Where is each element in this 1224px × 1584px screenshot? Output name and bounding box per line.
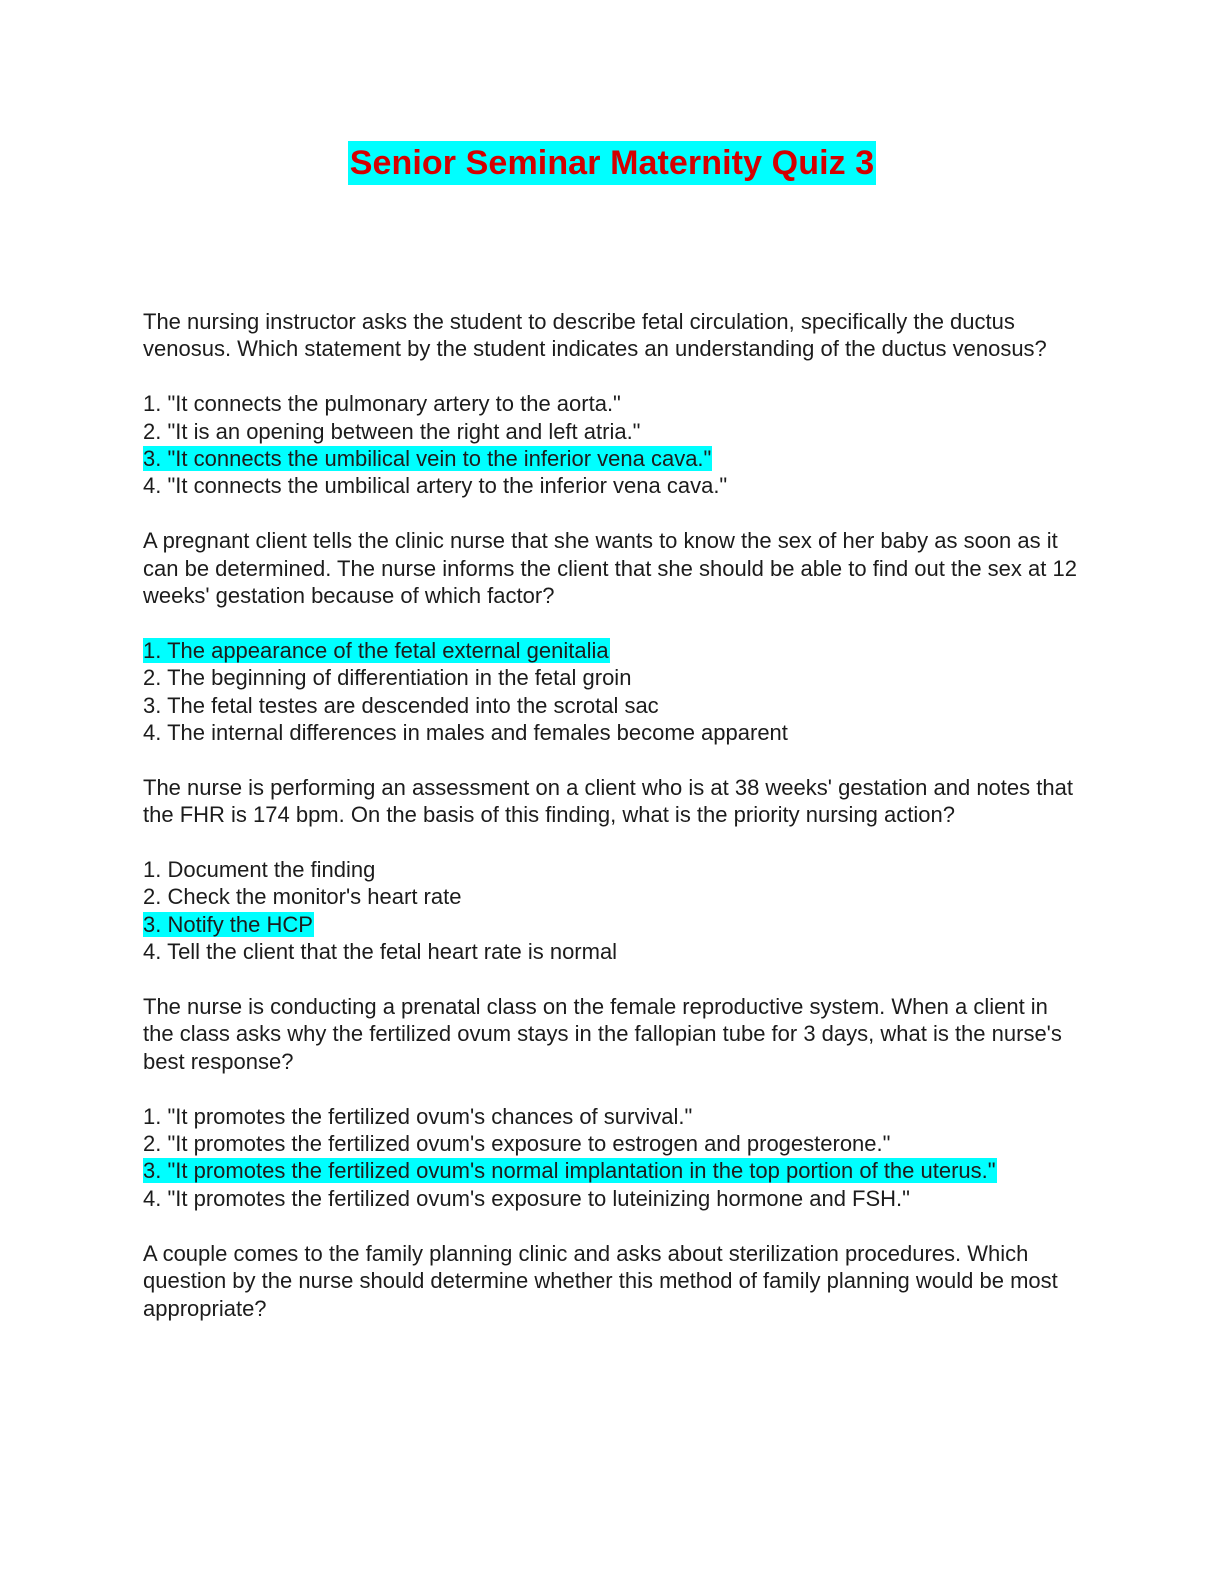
- answer-option: [143, 664, 1083, 691]
- answer-option: [143, 418, 1083, 445]
- option-text: 1. Document the finding: [143, 857, 376, 883]
- question-4: [143, 993, 1083, 1212]
- option-text: 3. The fetal testes are descended into the scrotal sac: [143, 692, 659, 718]
- answer-options: [143, 856, 1083, 966]
- title-container: [0, 141, 1224, 185]
- highlighted-answer-option: [143, 1157, 1083, 1184]
- answer-option: [143, 856, 1083, 883]
- option-text: 1. "It promotes the fertilized ovum's chances of survival.": [143, 1103, 693, 1129]
- option-text: 4. The internal differences in males and females become apparent: [143, 720, 788, 746]
- highlighted-answer-option: [143, 445, 1083, 472]
- answer-option: [143, 719, 1083, 746]
- question-1: [143, 308, 1083, 500]
- answer-options: [143, 637, 1083, 747]
- option-text: 2. "It promotes the fertilized ovum's exposure to estrogen and progesterone.": [143, 1131, 891, 1157]
- document-title: Senior Seminar Maternity Quiz 3: [348, 141, 877, 185]
- answer-option: [143, 938, 1083, 965]
- option-text: 1. "It connects the pulmonary artery to the aorta.": [143, 391, 621, 417]
- answer-option: [143, 1103, 1083, 1130]
- question-2: [143, 527, 1083, 746]
- question-stem: The nurse is performing an assessment on a client who is at 38 weeks' gestation and notes that the FHR is 174 bpm. On the basis of this finding, what is the priority nursing action?: [143, 774, 1073, 828]
- highlighted-answer-option: [143, 637, 1083, 664]
- answer-option: [143, 390, 1083, 417]
- option-text: 3. "It connects the umbilical vein to the inferior vena cava.": [143, 446, 712, 472]
- option-text: 1. The appearance of the fetal external genitalia: [143, 637, 609, 663]
- answer-option: [143, 472, 1083, 499]
- question-3: [143, 774, 1083, 966]
- option-text: 2. Check the monitor's heart rate: [143, 884, 462, 910]
- option-text: 4. "It promotes the fertilized ovum's exposure to luteinizing hormone and FSH.": [143, 1185, 910, 1211]
- option-text: 3. "It promotes the fertilized ovum's normal implantation in the top portion of the uterus.": [143, 1158, 996, 1184]
- answer-option: [143, 1130, 1083, 1157]
- answer-options: [143, 390, 1083, 500]
- option-text: 2. "It is an opening between the right and left atria.": [143, 418, 641, 444]
- question-stem: A couple comes to the family planning clinic and asks about sterilization procedures. Which question by the nurse should determine whether this method of family planning would be most appropriate?: [143, 1240, 1058, 1321]
- quiz-body: [143, 308, 1083, 1349]
- option-text: 4. Tell the client that the fetal heart rate is normal: [143, 939, 618, 965]
- answer-option: [143, 1185, 1083, 1212]
- question-stem: The nursing instructor asks the student to describe fetal circulation, specifically the ductus venosus. Which statement by the student indicates an understanding of the ductus venosus?: [143, 309, 1047, 362]
- option-text: 4. "It connects the umbilical artery to the inferior vena cava.": [143, 473, 728, 499]
- question-stem: The nurse is conducting a prenatal class on the female reproductive system. When a client in the class asks why the fertilized ovum stays in the fallopian tube for 3 days, what is the nurse's best response?: [143, 994, 1062, 1074]
- option-text: 3. Notify the HCP: [143, 911, 313, 937]
- question-stem: A pregnant client tells the clinic nurse that she wants to know the sex of her baby as soon as it can be determined. The nurse informs the client that she should be able to find out the sex at 12 weeks' gestation because of which factor?: [143, 528, 1077, 609]
- question-5: [143, 1240, 1083, 1322]
- answer-option: [143, 883, 1083, 910]
- answer-option: [143, 692, 1083, 719]
- highlighted-answer-option: [143, 911, 1083, 938]
- option-text: 2. The beginning of differentiation in the fetal groin: [143, 665, 632, 691]
- answer-options: [143, 1103, 1083, 1213]
